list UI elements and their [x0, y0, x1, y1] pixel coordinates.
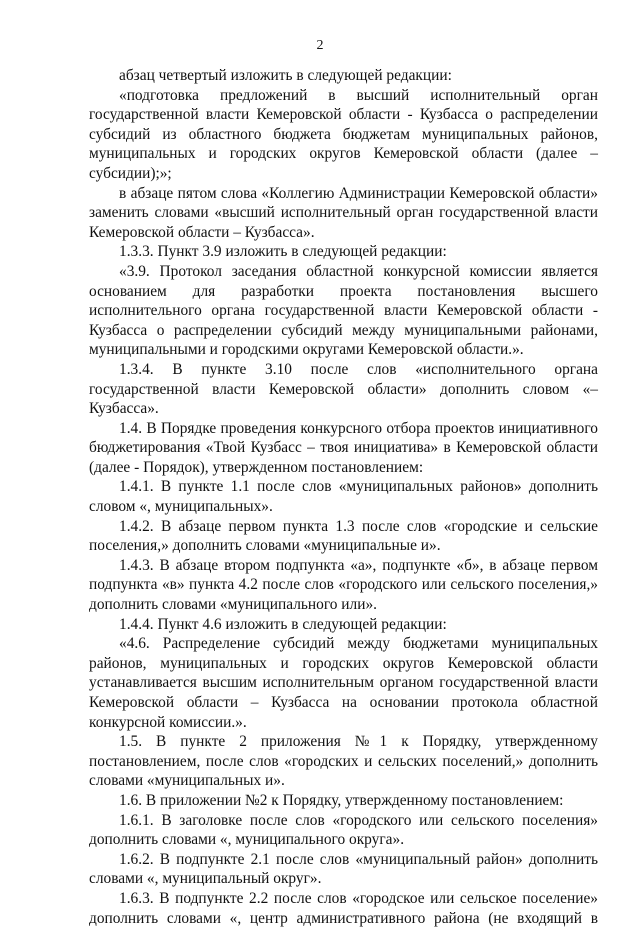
- paragraph: 1.3.3. Пункт 3.9 изложить в следующей редакции:: [119, 243, 447, 261]
- paragraph: «3.9. Протокол заседания областной конкурсной комиссии является основанием для разработки проекта постановления высшего исполнительного органа государственной власти Кемеровской области - Кузбасса о распределении субсидий между муниципальными районами, муниципальными и городскими округами Кемеровской области.».: [89, 262, 598, 359]
- paragraph: 1.6.1. В заголовке после слов «городского или сельского поселения» дополнить словами «, муниципального округа».: [89, 811, 598, 849]
- paragraph: «подготовка предложений в высший исполнительный орган государственной власти Кемеровской области - Кузбасса о распределении субсидий из областного бюджета бюджетам муниципальных районов, муниципальных и городских округов Кемеровской области (далее – субсидии);»;: [89, 86, 598, 182]
- paragraph: 1.6.3. В подпункте 2.2 после слов «городское или сельское поселение» дополнить словами «, центр административного района (не входящий в: [89, 889, 598, 927]
- paragraph: 1.4.2. В абзаце первом пункта 1.3 после слов «городские и сельские поселения,» дополнить словами «муниципальные и».: [89, 517, 598, 555]
- paragraph: 1.6.2. В подпункте 2.1 после слов «муниципальный район» дополнить словами «, муниципальный округ».: [89, 850, 598, 888]
- paragraph: 1.4.4. Пункт 4.6 изложить в следующей редакции:: [119, 615, 447, 633]
- page-number: 2: [316, 38, 324, 53]
- paragraph: 1.4.3. В абзаце втором подпункта «а», подпункте «б», в абзаце первом подпункта «в» пункта 4.2 после слов «городского или сельского поселения,» дополнить словами «муниципального или».: [89, 556, 598, 614]
- paragraph: 1.4. В Порядке проведения конкурсного отбора проектов инициативного бюджетирования «Твой Кузбасс – твоя инициатива» в Кемеровской области (далее - Порядок), утвержденном постановлением:: [89, 419, 598, 476]
- paragraph: абзац четвертый изложить в следующей редакции:: [119, 67, 452, 84]
- paragraph: 1.3.4. В пункте 3.10 после слов «исполнительного органа государственной власти Кемеровской области» дополнить словом «– Кузбасса».: [89, 360, 598, 418]
- paragraph: 1.6. В приложении №2 к Порядку, утвержденному постановлением:: [119, 791, 564, 809]
- paragraph: «4.6. Распределение субсидий между бюджетами муниципальных районов, муниципальных и городских округов Кемеровской области устанавливается высшим исполнительным органом государственной власти Кемеровской области – Кузбасса на основании протокола областной конкурсной комиссии.».: [89, 635, 598, 731]
- paragraph: в абзаце пятом слова «Коллегию Администрации Кемеровской области» заменить словами «высший исполнительный орган государственной власти Кемеровской области – Кузбасса».: [89, 184, 598, 241]
- paragraph: 1.4.1. В пункте 1.1 после слов «муниципальных районов» дополнить словом «, муниципальных».: [89, 478, 598, 516]
- paragraph: 1.5. В пункте 2 приложения №1 к Порядку, утвержденному постановлением, после слов «городских и сельских поселений,» дополнить словами «муниципальных и».: [89, 733, 598, 790]
- document-body: [89, 66, 598, 928]
